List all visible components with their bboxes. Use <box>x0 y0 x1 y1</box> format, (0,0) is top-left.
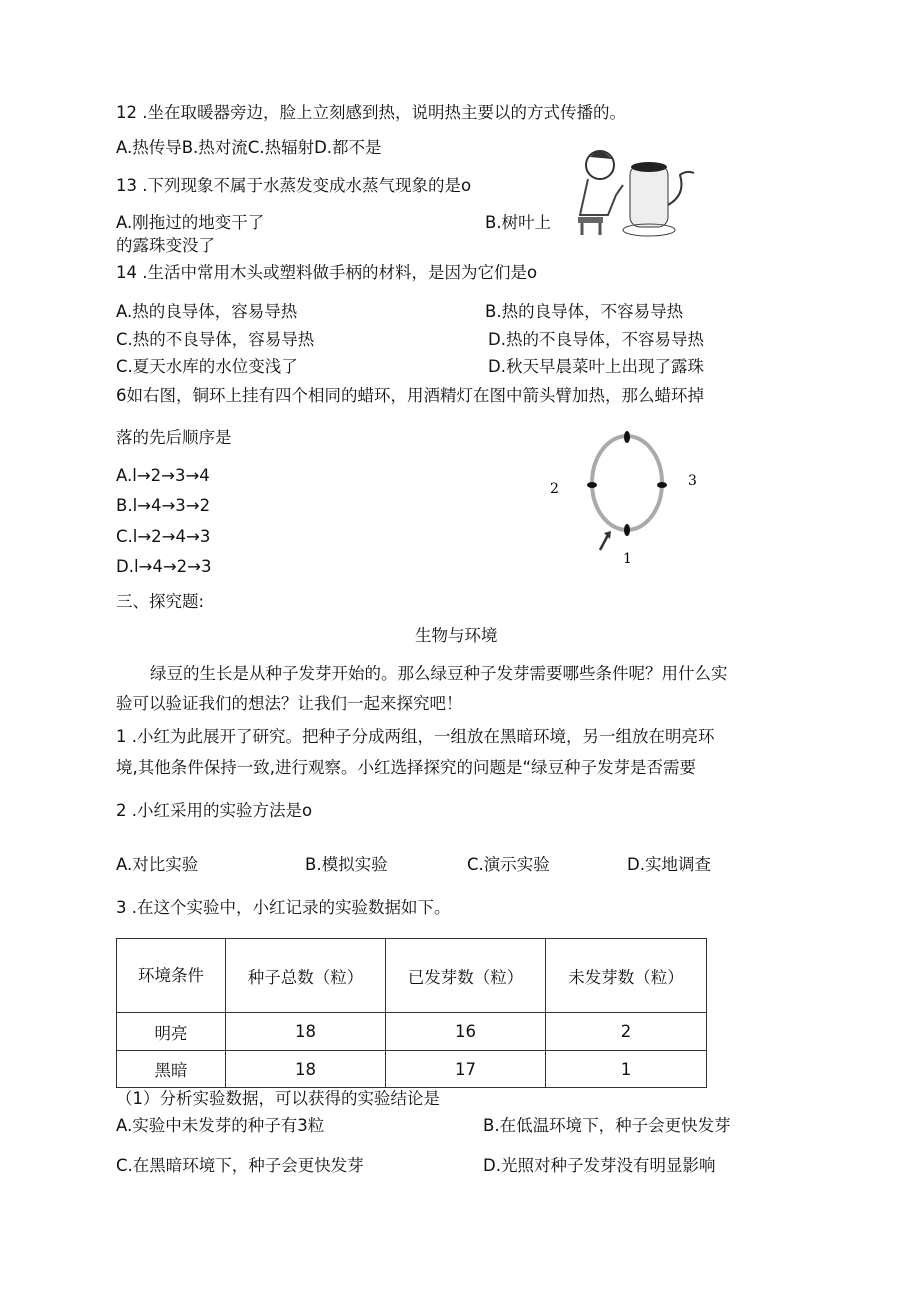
table-header: 环境条件 <box>117 939 226 1013</box>
p2-option-a: A.对比实验 <box>116 855 199 874</box>
p3-stem: 3 .在这个实验中，小红记录的实验数据如下。 <box>116 898 451 917</box>
q12-stem: 12 .坐在取暖器旁边，脸上立刻感到热，说明热主要以的方式传播的。 <box>116 103 626 122</box>
p1-line-1: 1 .小红为此展开了研究。把种子分成两组，一组放在黑暗环境，另一组放在明亮环 <box>116 727 715 746</box>
table-cell: 16 <box>386 1013 546 1051</box>
q13-option-b-cont: 的露珠变没了 <box>116 236 215 255</box>
sub1-option-a: A.实验中未发芽的种子有3粒 <box>116 1116 325 1135</box>
q14-option-b: B.热的良导体，不容易导热 <box>485 302 684 321</box>
ring-label-3: 3 <box>688 473 697 489</box>
sub1-option-d: D.光照对种子发芽没有明显影响 <box>483 1156 716 1175</box>
table-row <box>117 1051 707 1088</box>
q14-option-c: C.热的不良导体，容易导热 <box>116 330 315 349</box>
q6-option-d: D.l→4→2→3 <box>116 557 212 576</box>
table-header: 未发芽数（粒） <box>546 939 707 1013</box>
copper-ring-diagram <box>540 425 720 570</box>
q-option-c2: C.夏天水库的水位变浅了 <box>116 357 298 376</box>
table-row <box>117 1013 707 1051</box>
q-option-d2: D.秋天早晨菜叶上出现了露珠 <box>488 357 704 376</box>
q6-stem-1: 6如右图，铜环上挂有四个相同的蜡环，用酒精灯在图中箭头臂加热，那么蜡环掉 <box>116 386 704 405</box>
table-cell: 17 <box>386 1051 546 1088</box>
q6-option-b: B.l→4→3→2 <box>116 496 211 515</box>
q13-stem: 13 .下列现象不属于水蒸发变成水蒸气现象的是o <box>116 176 472 195</box>
table-cell: 黑暗 <box>117 1051 226 1088</box>
table-cell: 18 <box>226 1051 386 1088</box>
q14-option-a: A.热的良导体，容易导热 <box>116 302 298 321</box>
q13-option-a: A.刚拖过的地变干了 <box>116 213 265 232</box>
heater-illustration <box>568 145 708 240</box>
table-cell: 明亮 <box>117 1013 226 1051</box>
intro-line-2: 验可以验证我们的想法？让我们一起来探究吧！ <box>116 694 463 713</box>
q13-option-b: B.树叶上 <box>485 213 552 232</box>
table-cell: 1 <box>546 1051 707 1088</box>
q6-stem-2: 落的先后顺序是 <box>116 428 232 447</box>
sub1-option-b: B.在低温环境下，种子会更快发芽 <box>483 1116 731 1135</box>
table-cell: 18 <box>226 1013 386 1051</box>
q14-option-d: D.热的不良导体，不容易导热 <box>488 330 704 349</box>
q6-option-c: C.l→2→4→3 <box>116 527 211 546</box>
intro-line-1: 绿豆的生长是从种子发芽开始的。那么绿豆种子发芽需要哪些条件呢？用什么实 <box>150 664 728 683</box>
p2-option-d: D.实地调查 <box>627 855 711 874</box>
section-heading: 三、探究题: <box>116 592 205 611</box>
p2-option-b: B.模拟实验 <box>305 855 388 874</box>
p1-line-2: 境,其他条件保持一致,进行观察。小红选择探究的问题是“绿豆种子发芽是否需要 <box>116 758 697 777</box>
table-header: 种子总数（粒） <box>226 939 386 1013</box>
sub1-stem: （1）分析实验数据，可以获得的实验结论是 <box>116 1089 440 1108</box>
sub1-option-c: C.在黑暗环境下，种子会更快发芽 <box>116 1156 364 1175</box>
experiment-data-table <box>116 938 707 1088</box>
ring-label-1: 1 <box>623 551 632 567</box>
passage-title: 生物与环境 <box>415 626 498 645</box>
table-header: 已发芽数（粒） <box>386 939 546 1013</box>
p2-stem: 2 .小红采用的实验方法是o <box>116 801 313 820</box>
table-cell: 2 <box>546 1013 707 1051</box>
ring-label-2: 2 <box>550 481 559 497</box>
q12-options: A.热传导B.热对流C.热辐射D.都不是 <box>116 138 382 157</box>
p2-option-c: C.演示实验 <box>467 855 550 874</box>
q14-stem: 14 .生活中常用木头或塑料做手柄的材料，是因为它们是o <box>116 263 538 282</box>
q6-option-a: A.l→2→3→4 <box>116 466 210 485</box>
